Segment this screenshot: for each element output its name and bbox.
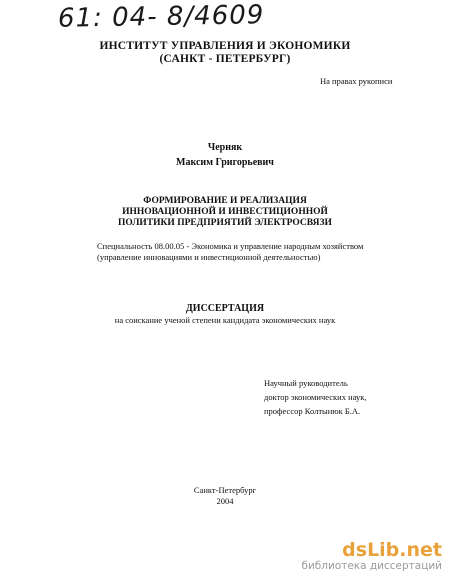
specialty-subline: (управление инновациями и инвестиционной деятельностью) [97, 252, 321, 262]
watermark [301, 540, 442, 573]
thesis-title-line-1: ФОРМИРОВАНИЕ И РЕАЛИЗАЦИЯ [143, 196, 307, 206]
thesis-title-line-3: ПОЛИТИКИ ПРЕДПРИЯТИЙ ЭЛЕКТРОСВЯЗИ [118, 218, 332, 228]
author-surname: Черняк [207, 142, 243, 153]
supervisor-name: профессор Колтынюк Б.А. [264, 406, 361, 416]
manuscript-rights-note: На правах рукописи [320, 76, 393, 86]
dissertation-heading: ДИССЕРТАЦИЯ [185, 303, 265, 314]
city: Санкт-Петербург [193, 485, 257, 495]
institution-city: (САНКТ - ПЕТЕРБУРГ) [159, 53, 291, 65]
year: 2004 [216, 496, 234, 506]
thesis-title-line-2: ИННОВАЦИОННОЙ И ИНВЕСТИЦИОННОЙ [122, 207, 328, 217]
author-given-names: Максим Григорьевич [176, 157, 274, 168]
watermark-logo: dsLib.net [342, 539, 442, 561]
degree-description: на соискание ученой степени кандидата экономических наук [114, 315, 336, 325]
specialty-line: Специальность 08.00.05 - Экономика и управление народным хозяйством [97, 241, 364, 251]
supervisor-label: Научный руководитель [264, 378, 348, 388]
supervisor-degree: доктор экономических наук, [264, 392, 367, 402]
institution-name: ИНСТИТУТ УПРАВЛЕНИЯ И ЭКОНОМИКИ [99, 40, 351, 52]
handwritten-catalog-number: 61: 04- 8/4609 [57, 0, 265, 34]
watermark-subtitle: библиотека диссертаций [301, 560, 442, 572]
